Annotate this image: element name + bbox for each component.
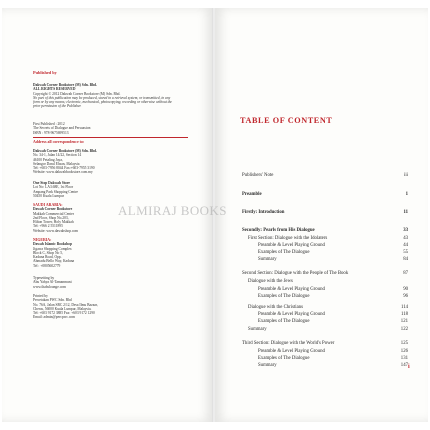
toc-entry-page: 118 xyxy=(400,312,408,317)
toc-entry-title: Preamble xyxy=(242,192,262,197)
address-line: Tel : +0805602779 xyxy=(33,263,61,268)
toc-title: TABLE OF CONTENT xyxy=(240,116,333,125)
toc-entry xyxy=(242,256,408,263)
toc-entry xyxy=(242,340,408,347)
toc-entry-title: Preamble & Level Playing Ground xyxy=(258,287,325,292)
address-line: Website: www.dakwahbookstore.com.my xyxy=(33,170,93,175)
typesetting-line: Typesetting by xyxy=(33,276,55,280)
address-line: Ahmadu Bello Way, Kaduna xyxy=(33,259,75,264)
toc-entry xyxy=(242,235,408,242)
toc-entry-title: First Section: Dialogue with the Idolaters xyxy=(248,236,328,241)
address-line: 2nd Floor, Shop No.203, xyxy=(33,215,69,220)
published-by-heading: Published by xyxy=(33,70,57,75)
toc-entry xyxy=(242,278,408,285)
toc-entry-title: Summary xyxy=(248,327,267,332)
toc-entry-page: 131 xyxy=(400,356,408,361)
address-line: Website: www.dawahshop.com xyxy=(33,228,79,233)
toc-entry-title: Firstly: Introduction xyxy=(242,210,285,215)
rights-reserved: ALL RIGHTS RESERVED xyxy=(33,87,76,92)
printed-by-block xyxy=(33,294,193,320)
toc-entry-title: Second Section: Dialogue with the People of The Book xyxy=(242,271,349,276)
toc-entry-title: Examples of The Dialogue xyxy=(258,356,310,361)
toc-entry-title: Dialogue with the Jews xyxy=(248,279,293,284)
toc-entry-page: 87 xyxy=(403,271,408,276)
toc-entry-page: 44 xyxy=(403,243,408,248)
publisher-info xyxy=(33,83,193,109)
typesetting-line: www.thabslounge.com xyxy=(33,284,66,289)
address-line: Block C, Shop No 5, xyxy=(33,250,63,255)
saudi-heading: SAUDI ARABIA: xyxy=(33,203,63,207)
toc-entry-page: 114 xyxy=(400,305,408,310)
toc-entry-page: 90 xyxy=(403,287,408,292)
isbn-line: ISBN : 978-9675699513 xyxy=(33,130,69,135)
toc-entry-page: 121 xyxy=(400,319,408,324)
address-line: Ampang Park Shopping Centre xyxy=(33,189,79,194)
address-line: Hilton Tower, Holy Makkah xyxy=(33,220,74,225)
toc-entry-page: 126 xyxy=(400,349,408,354)
address-line: 46100 Petaling Jaya, xyxy=(33,157,63,162)
one-stop-address xyxy=(33,181,193,198)
toc-entry xyxy=(242,172,408,179)
divider-rule xyxy=(33,137,188,138)
toc-entry xyxy=(242,348,408,355)
address-line: Makkah Commercial Center xyxy=(33,211,74,216)
toc-entry-page: 84 xyxy=(403,257,408,262)
toc-entry-title: Examples of The Dialogue xyxy=(258,250,310,255)
toc-entry xyxy=(242,242,408,249)
toc-entry xyxy=(242,355,408,362)
copyright-notice-2: form or by any means; electronic, mechanical, photocopying, recording or otherwise without the xyxy=(33,100,173,105)
address-line: One Stop Dakwah Store xyxy=(33,181,70,185)
nigeria-heading: NIGERIA: xyxy=(33,238,52,242)
toc-entry xyxy=(242,311,408,318)
address-line: Selangor Darul Ehsan, Malaysia xyxy=(33,161,80,166)
address-line: 50450 Kuala Lumpur xyxy=(33,193,64,198)
toc-entry-title: Dialogue with the Christians xyxy=(248,305,304,310)
address-line: Tel: +603-7956 8044 Fax:+603-7955 3190 xyxy=(33,166,95,171)
toc-entry-title: Preamble & Level Playing Ground xyxy=(258,243,325,248)
publisher-name: Dakwah Corner Bookstore (M) Sdn. Bhd. xyxy=(33,83,97,87)
address-line: Dakwah Corner Bookstore (M) Sdn. Bhd. xyxy=(33,149,97,153)
printed-line: No. 76A, Jalan SBC 2/12, Desa Ilmu Bazaar, xyxy=(33,302,98,307)
toc-entry-page: 147 xyxy=(400,363,408,368)
toc-entry-title: Summary xyxy=(258,363,277,368)
toc-entry-title: Examples of The Dialogue xyxy=(258,319,310,324)
toc-entry xyxy=(242,293,408,300)
copyright-line: Copyright © 2012 Dakwah Corner Bookstore (M) Sdn. Bhd. xyxy=(33,91,121,96)
toc-entry-page: 43 xyxy=(403,236,408,241)
toc-entry xyxy=(242,209,408,216)
toc-entry-page: iii xyxy=(404,173,408,178)
first-published-line: First Published : 2012 xyxy=(33,122,65,126)
page-number: i xyxy=(408,364,410,370)
address-line: Tel: +966 2 5511895 xyxy=(33,224,63,229)
printed-line: Tel: +603 9172 3885 Fax: +603 9172 1290 xyxy=(33,311,95,316)
toc-entry-title: Examples of The Dialogue xyxy=(258,294,310,299)
toc-entry xyxy=(242,227,408,234)
toc-entry-title: Preamble & Level Playing Ground xyxy=(258,349,325,354)
toc-entry-title: Third Section: Dialogue with the World's Power xyxy=(242,341,335,346)
toc-entry xyxy=(242,270,408,277)
address-line: Dawah Islamic Bookshop xyxy=(33,242,72,247)
toc-entry xyxy=(242,191,408,198)
printed-line: Email: admin@percpwc.com xyxy=(33,315,76,320)
printed-line: Printed by xyxy=(33,294,48,298)
printed-line: Percetakan PWC Sdn. Bhd xyxy=(33,298,72,303)
toc-entry xyxy=(242,304,408,311)
toc-entry-page: 11 xyxy=(403,210,408,215)
toc-entry xyxy=(242,318,408,325)
address-line: No. 34-1, Jalan 14/22, Section 14 xyxy=(33,153,82,158)
address-line: Dawah Corner Bookstore xyxy=(33,207,73,212)
toc-entry-title: Preamble & Level Playing Ground xyxy=(258,312,325,317)
toc-entry xyxy=(242,362,408,369)
toc-entry-page: 55 xyxy=(403,250,408,255)
toc-entry-page: 33 xyxy=(403,228,408,233)
toc-entry-title: Publishers' Note xyxy=(242,173,274,178)
toc-entry xyxy=(242,286,408,293)
dakwah-corner-address xyxy=(33,149,193,175)
toc-entry-page: 125 xyxy=(400,341,408,346)
toc-entry-page: 96 xyxy=(403,294,408,299)
toc-entry-page: 1 xyxy=(405,192,408,197)
toc-entry xyxy=(242,326,408,333)
typesetting-line: Abu Yahya Al-Tamanmuni xyxy=(33,280,72,285)
address-line: Kaduna Road, Opp. xyxy=(33,255,62,260)
toc-entry-page: 122 xyxy=(400,327,408,332)
address-line: Lot No: LA3.68E, 1st Floor xyxy=(33,185,74,190)
book-title-line: The Secrets of Dialogue and Persuasion xyxy=(33,126,91,131)
watermark: ALMIRAJ BOOKS xyxy=(118,203,227,218)
address-heading: Address all correspondence to: xyxy=(33,140,85,144)
copyright-notice-1: No part of this publication may be produced, stored in a retrieval system, or transmitted, in any xyxy=(33,95,171,100)
copyright-notice-3: prior permission of the Publisher. xyxy=(33,104,82,109)
typesetting-block xyxy=(33,276,193,289)
toc-entry-title: Summary xyxy=(258,257,277,262)
toc-entry xyxy=(242,249,408,256)
address-line: Jigawa Shopping Complex xyxy=(33,246,72,251)
printed-line: Cheras, 56000 Kuala Lumpur, Malaysia. xyxy=(33,306,92,311)
toc-entry-title: Secondly: Pearls from His Dialogue xyxy=(242,228,315,233)
first-published-block xyxy=(33,122,193,135)
nigeria-address xyxy=(33,238,193,268)
